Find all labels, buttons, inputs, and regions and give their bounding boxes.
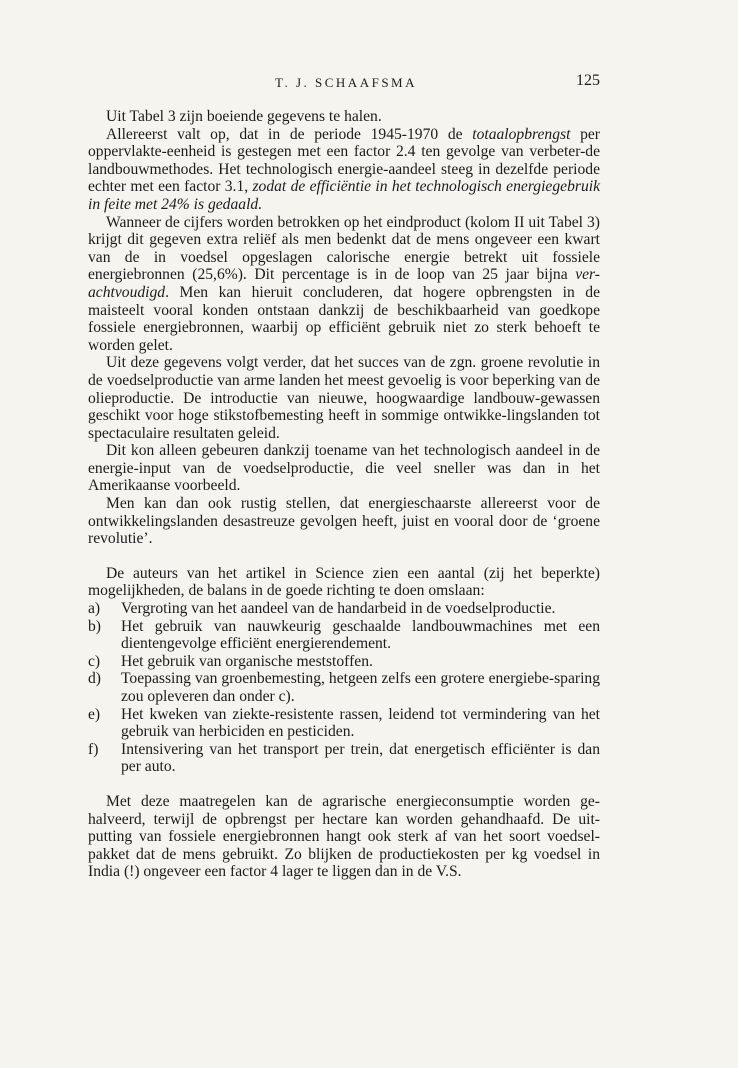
- paragraph-8: Met deze maatregelen kan de agrarische energieconsumptie worden ge-halveerd, terwijl de opbrengst per hectare kan worden gehandhaafd. De uit-putting van fossiele energiebronnen hangt ook sterk af van het soort voedsel-pakket dat de mens gebruikt. Zo blijken de productiekosten per kg voedsel in India (!) ongeveer een factor 4 lager te liggen dan in de V.S.: [88, 792, 600, 881]
- list-item-text: Het gebruik van organische meststoffen.: [121, 652, 373, 670]
- running-head: T. J. SCHAAFSMA: [274, 75, 417, 90]
- paragraph-3-text-b: . Men kan hieruit concluderen, dat hogere opbrengsten in de maisteelt vooral konden ontstaan dankzij de beschikbaarheid van goedkope fossiele energiebronnen, waarbij op efficiënt gebruik niet zo sterk behoeft te worden gelet.: [88, 283, 600, 354]
- paragraph-4: Uit deze gegevens volgt verder, dat het succes van de zgn. groene revolutie in de voedselproductie van arme landen het meest gevoelig is voor beperking van de olieproductie. De introductie van nieuwe, hoogwaardige landbouw-gewassen geschikt voor hoge stikstofbemesting heeft in sommige ontwikke-lingslanden tot spectaculaire resultaten geleid.: [88, 354, 600, 442]
- list-marker: a): [88, 600, 101, 618]
- paragraph-3-text-a: Wanneer de cijfers worden betrokken op het eindproduct (kolom II uit Tabel 3) krijgt dit gegeven extra reliëf als men bedenkt dat de mens ongeveer een kwart van de in voedsel opgeslagen calorische energie betrekt uit fossiele energiebronnen (25,6%). Dit percentage is in de loop van 25 jaar bijna: [88, 213, 600, 284]
- paragraph-2-text-a: Allereerst valt op, dat in de periode 1945-1970 de: [106, 125, 473, 143]
- paragraph-2: [88, 126, 600, 214]
- list-marker: b): [88, 617, 101, 635]
- paragraph-5: Dit kon alleen gebeuren dankzij toename van het technologisch aandeel in de energie-input van de voedselproductie, die veel sneller was dan in het Amerikaanse voorbeeld.: [88, 442, 600, 495]
- list-item-text: Toepassing van groenbemesting, hetgeen zelfs een grotere energiebe-sparing zou opleveren dan onder c).: [121, 670, 600, 705]
- list-item: [88, 600, 600, 618]
- list-item: [88, 741, 600, 776]
- list-item-text: Het gebruik van nauwkeurig geschaalde landbouwmachines met een dientengevolge efficiënt energierendement.: [121, 617, 600, 653]
- paragraph-2-emphasis-b: zodat de efficiëntie in het technologisch energiegebruik in feite met 24% is gedaald.: [88, 178, 600, 213]
- paragraph-3: [88, 214, 600, 355]
- paragraph-6: Men kan dan ook rustig stellen, dat energieschaarste allereerst voor de ontwikkelingslanden desastreuze gevolgen heeft, juist en vooral door de ‘groene revolutie’.: [88, 495, 600, 548]
- paragraph-1: Uit Tabel 3 zijn boeiende gegevens te halen.: [106, 108, 382, 125]
- list-item: [88, 706, 600, 741]
- measures-list: [88, 600, 600, 776]
- list-marker: c): [88, 652, 101, 670]
- paragraph-3-emphasis: ver-achtvoudigd: [88, 266, 600, 301]
- paragraph-7: De auteurs van het artikel in Science zien een aantal (zij het beperkte) mogelijkheden, de balans in de goede richting te doen omslaan:: [88, 564, 600, 600]
- page-header: [92, 72, 600, 94]
- list-item-text: Vergroting van het aandeel van de handarbeid in de voedselproductie.: [121, 600, 556, 618]
- list-marker: f): [88, 740, 99, 758]
- body-text: [88, 108, 600, 881]
- paragraph-2-text-b: per oppervlakte-eenheid is gestegen met een factor 2.4 ten gevolge van verbeter-de landbouwmethodes. Het technologisch energie-aandeel steeg in dezelfde periode echter met een factor 3.1,: [88, 125, 600, 196]
- list-marker: d): [88, 670, 101, 688]
- list-item-text: Het kweken van ziekte-resistente rassen, leidend tot vermindering van het gebruik van herbiciden en pesticiden.: [121, 705, 600, 741]
- list-item: [88, 653, 600, 671]
- paragraph-2-emphasis-a: totaalopbrengst: [472, 125, 571, 143]
- page-number: 125: [576, 72, 600, 89]
- list-marker: e): [88, 705, 101, 723]
- list-item: [88, 670, 600, 705]
- list-item: [88, 618, 600, 653]
- list-item-text: Intensivering van het transport per trein, dat energetisch efficiënter is dan per auto.: [121, 740, 600, 776]
